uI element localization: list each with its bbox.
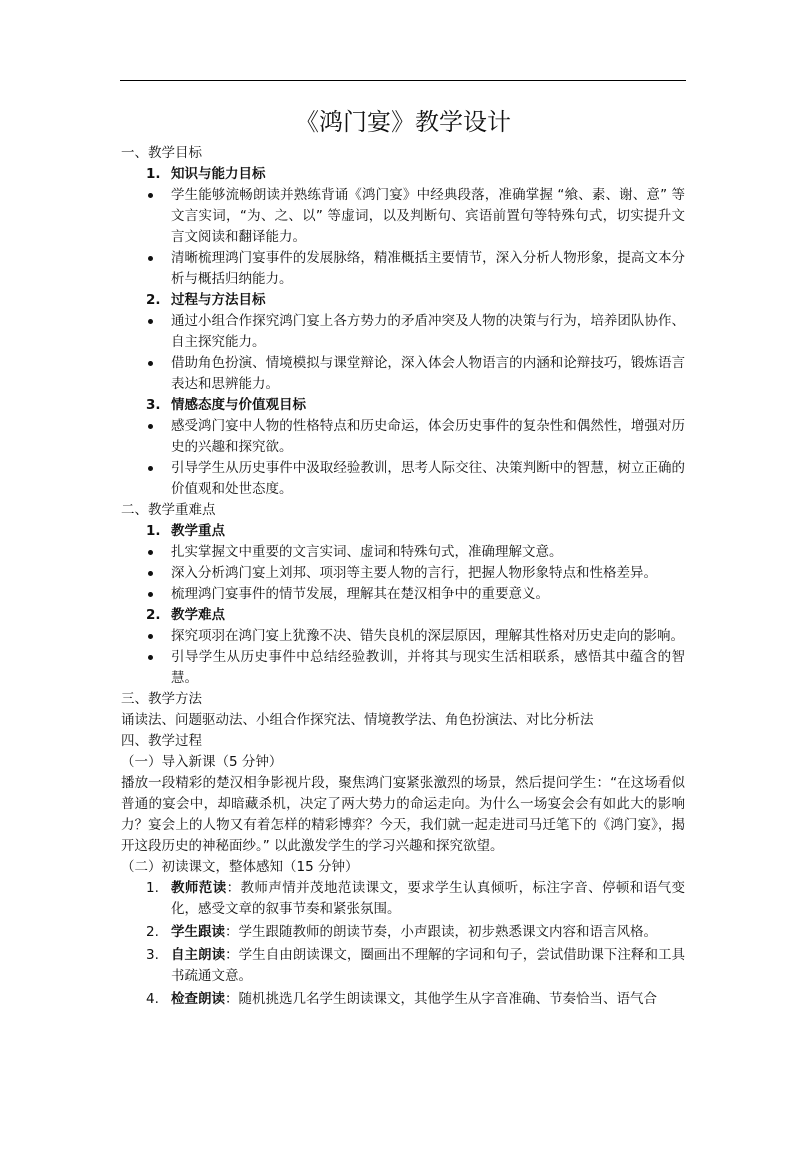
item-number: 3.: [146, 397, 161, 413]
item-label: 检查朗读: [171, 991, 225, 1007]
bullet-text: 清晰梳理鸿门宴事件的发展脉络，精准概括主要情节，深入分析人物形象，提高文本分析与概括归纳能力。: [171, 250, 685, 287]
sub-heading-intro: （一）导入新课（5 分钟）: [121, 754, 283, 770]
bullet-item: [121, 416, 685, 458]
bullet-icon: [148, 550, 153, 555]
item-label: 知识与能力目标: [171, 166, 266, 182]
section-heading-key-points: 二、教学重难点: [121, 502, 216, 518]
bullet-icon: [148, 361, 153, 366]
section-heading-objectives: 一、教学目标: [121, 145, 202, 161]
bullet-icon: [148, 571, 153, 576]
bullet-item: [121, 353, 685, 395]
bullet-item: [121, 458, 685, 500]
item-label: 过程与方法目标: [171, 292, 266, 308]
item-number: 3.: [146, 947, 159, 963]
item-text: ：随机挑选几名学生朗读课文，其他学生从字音准确、节奏恰当、语气合: [225, 991, 657, 1007]
bullet-text: 引导学生从历史事件中总结经验教训，并将其与现实生活相联系，感悟其中蕴含的智慧。: [171, 649, 685, 686]
bullet-text: 通过小组合作探究鸿门宴上各方势力的矛盾冲突及人物的决策与行为，培养团队协作、自主探究能力。: [171, 313, 685, 350]
bullet-icon: [148, 424, 153, 429]
item-number: 2.: [146, 292, 161, 308]
list-item: [121, 922, 685, 943]
item-label: 教学难点: [171, 607, 225, 623]
numbered-heading: [121, 395, 685, 416]
bullet-item: [121, 647, 685, 689]
numbered-heading: [121, 164, 685, 185]
bullet-text: 扎实掌握文中重要的文言实词、虚词和特殊句式，准确理解文意。: [171, 544, 563, 560]
bullet-icon: [148, 193, 153, 198]
item-label: 教学重点: [171, 523, 225, 539]
document-body: [121, 104, 685, 1012]
bullet-icon: [148, 592, 153, 597]
bullet-text: 梳理鸿门宴事件的情节发展，理解其在楚汉相争中的重要意义。: [171, 586, 549, 602]
numbered-heading: [121, 290, 685, 311]
item-number: 1.: [146, 166, 161, 182]
item-number: 1.: [146, 523, 161, 539]
item-number: 1.: [146, 880, 159, 896]
bullet-text: 感受鸿门宴中人物的性格特点和历史命运，体会历史事件的复杂性和偶然性，增强对历史的兴趣和探究欲。: [171, 418, 685, 455]
item-text: ：学生自由朗读课文，圈画出不理解的字词和句子，尝试借助课下注释和工具书疏通文意。: [171, 947, 686, 984]
item-label: 学生跟读: [171, 924, 225, 940]
header-rule: [120, 80, 686, 81]
bullet-item: [121, 248, 685, 290]
section-heading-methods: 三、教学方法: [121, 691, 202, 707]
bullet-icon: [148, 634, 153, 639]
item-text: ：教师声情并茂地范读课文，要求学生认真倾听，标注字音、停顿和语气变化，感受文章的叙事节奏和紧张氛围。: [171, 880, 686, 917]
list-item: [121, 945, 685, 987]
item-text: ：学生跟随教师的朗读节奏，小声跟读，初步熟悉课文内容和语言风格。: [225, 924, 657, 940]
list-item: [121, 878, 685, 920]
numbered-heading: [121, 605, 685, 626]
section-heading-process: 四、教学过程: [121, 733, 202, 749]
intro-paragraph: 播放一段精彩的楚汉相争影视片段，聚焦鸿门宴紧张激烈的场景，然后提问学生：“在这场看似普通的宴会中，却暗藏杀机，决定了两大势力的命运走向。为什么一场宴会会有如此大的影响力？宴会上的人物又有着怎样的精彩博弈？今天，我们就一起走进司马迁笔下的《鸿门宴》，揭开这段历史的神秘面纱。” 以此激发学生的学习兴趣和探究欲望。: [121, 775, 685, 854]
bullet-text: 探究项羽在鸿门宴上犹豫不决、错失良机的深层原因，理解其性格对历史走向的影响。: [171, 628, 684, 644]
bullet-item: [121, 311, 685, 353]
bullet-item: [121, 626, 685, 647]
sub-heading-first-reading: （二）初读课文，整体感知（15 分钟）: [121, 859, 359, 875]
bullet-item: [121, 563, 685, 584]
bullet-icon: [148, 256, 153, 261]
bullet-text: 借助角色扮演、情境模拟与课堂辩论，深入体会人物语言的内涵和论辩技巧，锻炼语言表达和思辨能力。: [171, 355, 685, 392]
bullet-icon: [148, 655, 153, 660]
item-label: 情感态度与价值观目标: [171, 397, 306, 413]
bullet-item: [121, 542, 685, 563]
page-title: 《鸿门宴》教学设计: [295, 108, 511, 136]
bullet-item: [121, 185, 685, 248]
item-label: 教师范读: [171, 880, 227, 896]
list-item: [121, 989, 685, 1010]
bullet-text: 学生能够流畅朗读并熟练背诵《鸿门宴》中经典段落，准确掌握 “飨、素、谢、意” 等文言实词，“为、之、以” 等虚词，以及判断句、宾语前置句等特殊句式，切实提升文言文阅读和翻译能力。: [171, 187, 685, 245]
bullet-text: 引导学生从历史事件中汲取经验教训，思考人际交往、决策判断中的智慧，树立正确的价值观和处世态度。: [171, 460, 685, 497]
numbered-heading: [121, 521, 685, 542]
item-number: 2.: [146, 924, 159, 940]
bullet-icon: [148, 319, 153, 324]
bullet-icon: [148, 466, 153, 471]
item-number: 2.: [146, 607, 161, 623]
bullet-text: 深入分析鸿门宴上刘邦、项羽等主要人物的言行，把握人物形象特点和性格差异。: [171, 565, 657, 581]
item-number: 4.: [146, 991, 159, 1007]
methods-text: 诵读法、问题驱动法、小组合作探究法、情境教学法、角色扮演法、对比分析法: [121, 712, 594, 728]
bullet-item: [121, 584, 685, 605]
item-label: 自主朗读: [171, 947, 226, 963]
